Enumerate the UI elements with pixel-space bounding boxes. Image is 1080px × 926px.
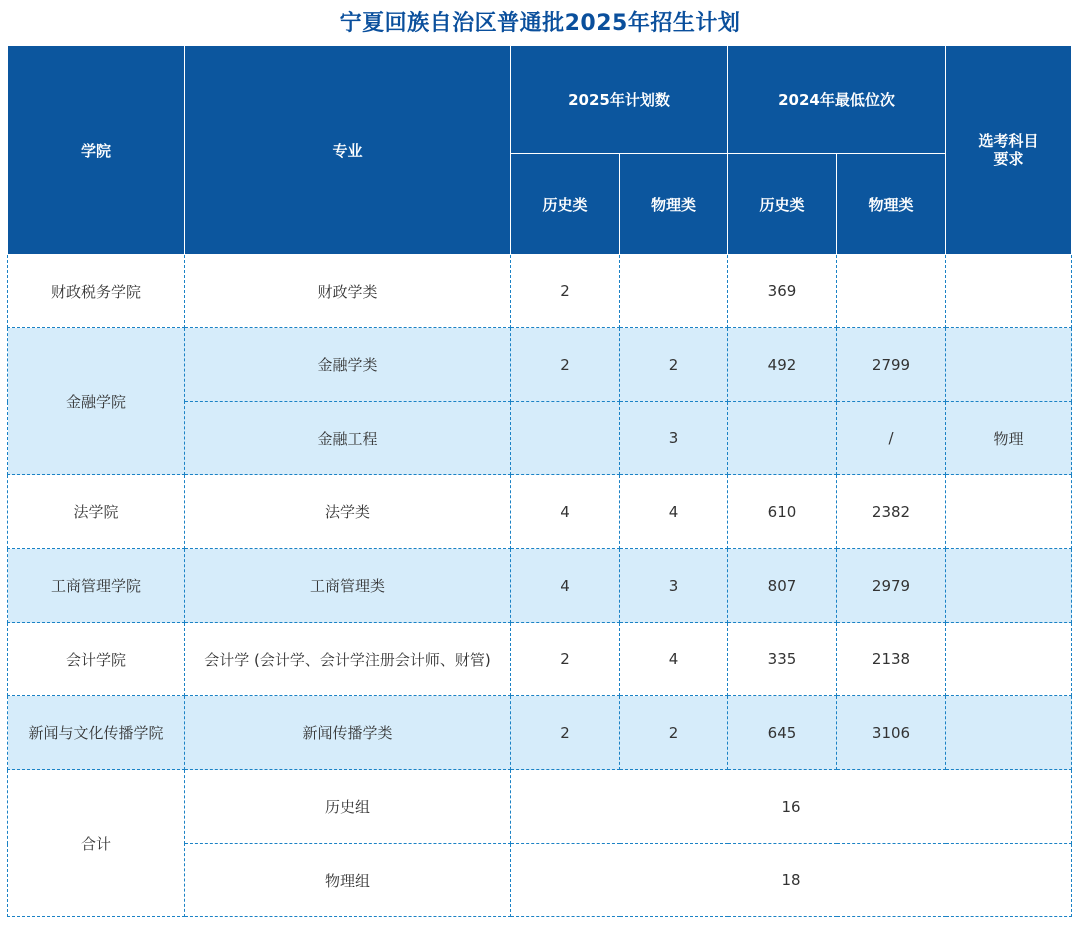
requirement-cell	[946, 549, 1072, 623]
plan-history-cell: 4	[511, 475, 620, 549]
header-requirement-line1: 选考科目	[978, 132, 1039, 150]
rank-physics-cell: 2382	[837, 475, 946, 549]
rank-physics-cell	[837, 255, 946, 328]
college-cell: 工商管理学院	[8, 549, 185, 623]
major-cell: 财政学类	[185, 255, 511, 328]
rank-history-cell: 335	[728, 623, 837, 696]
plan-physics-cell: 4	[620, 475, 728, 549]
table-row	[8, 549, 1072, 623]
total-history-value: 16	[511, 770, 1072, 844]
plan-physics-cell: 3	[620, 549, 728, 623]
table-row	[8, 623, 1072, 696]
table-row	[8, 255, 1072, 328]
plan-history-cell: 4	[511, 549, 620, 623]
rank-history-cell: 645	[728, 696, 837, 770]
rank-history-cell: 492	[728, 328, 837, 402]
header-plan-physics: 物理类	[620, 154, 728, 255]
total-row-history	[8, 770, 1072, 844]
rank-physics-cell: 2138	[837, 623, 946, 696]
table-row	[8, 475, 1072, 549]
rank-physics-cell: 3106	[837, 696, 946, 770]
header-college: 学院	[8, 46, 185, 255]
rank-history-cell: 369	[728, 255, 837, 328]
rank-history-cell: 807	[728, 549, 837, 623]
requirement-cell: 物理	[946, 402, 1072, 475]
header-plan-2025: 2025年计划数	[511, 46, 728, 154]
rank-history-cell	[728, 402, 837, 475]
plan-physics-cell: 4	[620, 623, 728, 696]
header-subject-requirement	[946, 46, 1072, 255]
plan-history-cell: 2	[511, 696, 620, 770]
total-physics-value: 18	[511, 844, 1072, 917]
college-cell: 会计学院	[8, 623, 185, 696]
college-cell: 财政税务学院	[8, 255, 185, 328]
enrollment-plan-table	[7, 45, 1072, 917]
requirement-cell	[946, 475, 1072, 549]
table-row	[8, 696, 1072, 770]
plan-physics-cell: 3	[620, 402, 728, 475]
requirement-cell	[946, 623, 1072, 696]
major-cell: 金融学类	[185, 328, 511, 402]
major-cell: 新闻传播学类	[185, 696, 511, 770]
requirement-cell	[946, 328, 1072, 402]
total-label: 合计	[8, 770, 185, 917]
plan-physics-cell: 2	[620, 328, 728, 402]
plan-history-cell	[511, 402, 620, 475]
header-plan-history: 历史类	[511, 154, 620, 255]
plan-physics-cell	[620, 255, 728, 328]
header-row-top	[8, 46, 1072, 154]
major-cell: 会计学 (会计学、会计学注册会计师、财管)	[185, 623, 511, 696]
plan-physics-cell: 2	[620, 696, 728, 770]
requirement-cell	[946, 255, 1072, 328]
rank-physics-cell: /	[837, 402, 946, 475]
major-cell: 工商管理类	[185, 549, 511, 623]
header-major: 专业	[185, 46, 511, 255]
table-row	[8, 328, 1072, 402]
college-cell: 法学院	[8, 475, 185, 549]
header-rank-physics: 物理类	[837, 154, 946, 255]
header-rank-history: 历史类	[728, 154, 837, 255]
rank-physics-cell: 2799	[837, 328, 946, 402]
header-requirement-line2: 要求	[993, 150, 1024, 168]
plan-history-cell: 2	[511, 623, 620, 696]
rank-physics-cell: 2979	[837, 549, 946, 623]
page-title: 宁夏回族自治区普通批2025年招生计划	[339, 11, 741, 36]
plan-history-cell: 2	[511, 328, 620, 402]
college-cell: 金融学院	[8, 328, 185, 475]
requirement-cell	[946, 696, 1072, 770]
rank-history-cell: 610	[728, 475, 837, 549]
plan-history-cell: 2	[511, 255, 620, 328]
major-cell: 法学类	[185, 475, 511, 549]
header-min-rank-2024: 2024年最低位次	[728, 46, 946, 154]
total-physics-group: 物理组	[185, 844, 511, 917]
major-cell: 金融工程	[185, 402, 511, 475]
college-cell: 新闻与文化传播学院	[8, 696, 185, 770]
total-history-group: 历史组	[185, 770, 511, 844]
